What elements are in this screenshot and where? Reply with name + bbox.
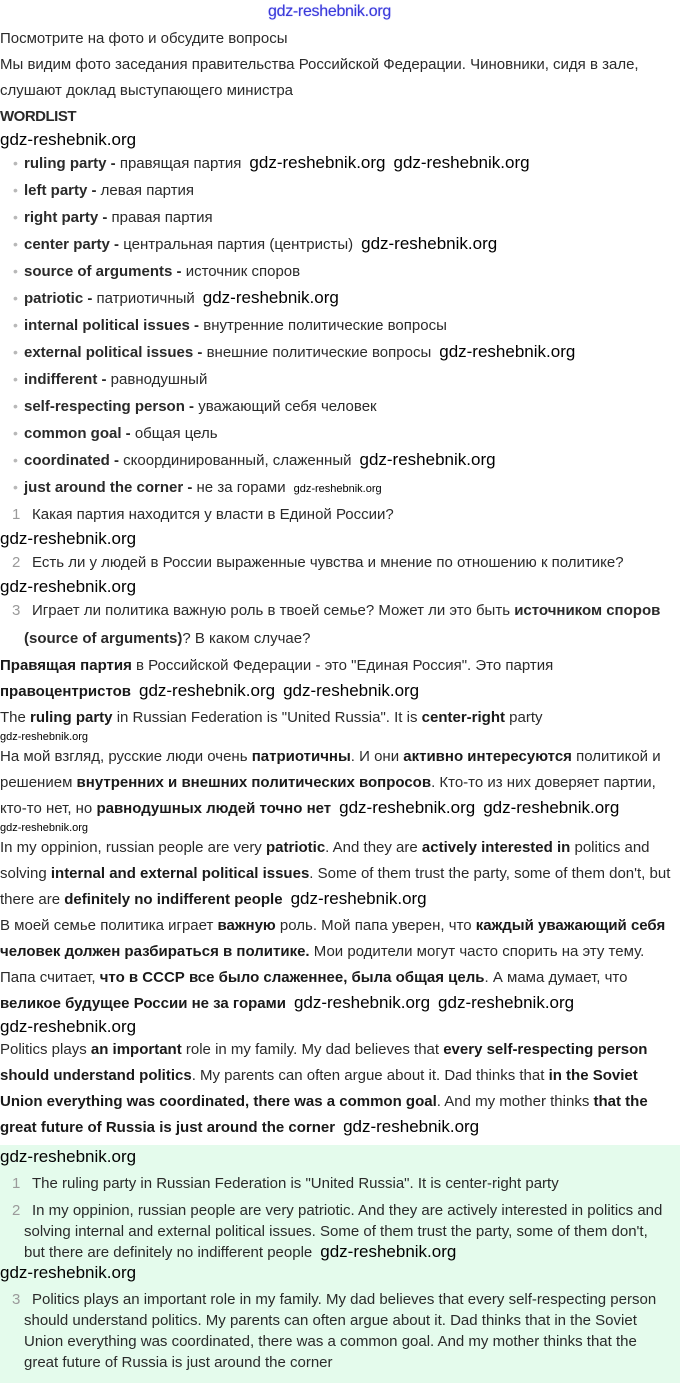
bullet-icon: • xyxy=(13,182,18,198)
watermark-text: gdz-reshebnik.org xyxy=(483,798,620,817)
text: in Russian Federation is "United Russia". It is xyxy=(112,709,422,726)
text: . И они xyxy=(350,748,404,765)
text: в Российской Федерации - это "Единая Россия". Это партия xyxy=(131,657,554,674)
watermark-text: gdz-reshebnik.org xyxy=(361,234,498,253)
bullet-icon: • xyxy=(13,371,18,387)
text: политикой и решением xyxy=(0,748,661,791)
bullet-icon: • xyxy=(13,263,18,279)
bold-text: in the Soviet Union everything was coordinated, there was a common goal xyxy=(0,1067,638,1110)
watermark-text: gdz-reshebnik.org xyxy=(0,1017,137,1036)
term: just around the corner - xyxy=(24,479,193,496)
term: common goal - xyxy=(24,425,131,442)
text: . My parents can often argue about it. Dad thinks that xyxy=(191,1067,549,1084)
bold-text: равнодушных людей точно нет xyxy=(96,800,332,817)
watermark-text: gdz-reshebnik.org xyxy=(138,681,276,700)
russian-paragraph xyxy=(0,653,676,705)
bold-text: definitely no indifferent people xyxy=(64,891,283,908)
translation: левая партия xyxy=(96,182,195,199)
text: В моей семье политика играет xyxy=(0,917,218,934)
translation: источник споров xyxy=(181,263,301,280)
wordlist-item xyxy=(0,474,676,501)
wordlist-item xyxy=(0,420,676,447)
content xyxy=(0,130,680,1383)
term: internal political issues - xyxy=(24,317,200,334)
text: Есть ли у людей в России выраженные чувства и мнение по отношению к политике? xyxy=(32,554,624,571)
text: party xyxy=(505,709,543,726)
watermark-text: gdz-reshebnik.org xyxy=(0,577,137,596)
watermark-text: gdz-reshebnik.org xyxy=(293,483,382,495)
question-item xyxy=(0,501,680,529)
bold-text: patriotic xyxy=(265,839,326,856)
russian-paragraph xyxy=(0,913,676,1017)
question-number: 1 xyxy=(12,506,21,523)
english-paragraph xyxy=(0,1037,676,1141)
question-text xyxy=(0,501,680,529)
question-text xyxy=(0,597,680,653)
bold-text: источником споров (source of arguments) xyxy=(24,602,661,647)
text: Играет ли политика важную роль в твоей семье? Может ли это быть xyxy=(32,602,515,619)
text: роль. Мой папа уверен, что xyxy=(275,917,476,934)
bullet-icon: • xyxy=(13,425,18,441)
term: ruling party - xyxy=(24,155,116,172)
bullet-icon: • xyxy=(13,398,18,414)
watermark-text: gdz-reshebnik.org xyxy=(0,822,89,834)
watermark-text: gdz-reshebnik.org xyxy=(320,1242,457,1261)
watermark-text: gdz-reshebnik.org xyxy=(0,1147,137,1166)
watermark-text: gdz-reshebnik.org xyxy=(339,798,476,817)
term: indifferent - xyxy=(24,371,107,388)
text: In my oppinion, russian people are very patriotic. And they are actively interested in politics and solving internal and external political issues. Some of them trust the party, some of them don't, but there are definitely no indifferent people xyxy=(24,1202,663,1261)
watermark-text: gdz-reshebnik.org xyxy=(393,153,530,172)
bullet-icon: • xyxy=(13,479,18,495)
bullet-icon: • xyxy=(13,317,18,333)
text: Какая партия находится у власти в Единой России? xyxy=(32,506,394,523)
wordlist-item xyxy=(0,258,676,285)
translation: не за горами xyxy=(192,479,286,496)
question-number: 2 xyxy=(12,554,21,571)
text: ? В каком случае? xyxy=(182,630,311,647)
term: center party - xyxy=(24,236,120,253)
question-number: 3 xyxy=(12,602,21,619)
text: Politics plays an important role in my family. My dad believes that every self-respecting person should understand politics. My parents can often argue about it. Dad thinks that in the Soviet Union everything was coordinated, there was a common goal. And my mother thinks that the great future of Russia is just around the corner xyxy=(24,1291,657,1371)
bold-text: an important xyxy=(90,1041,182,1058)
wordlist-item xyxy=(0,177,676,204)
term: self-respecting person - xyxy=(24,398,195,415)
text: Politics plays xyxy=(0,1041,91,1058)
bullet-icon: • xyxy=(13,209,18,225)
text: . А мама думает, что xyxy=(484,969,628,986)
wordlist-item xyxy=(0,150,676,177)
watermark-text: gdz-reshebnik.org xyxy=(293,993,431,1012)
answer-number: 3 xyxy=(12,1291,21,1308)
answers-box xyxy=(0,1145,680,1383)
text: . And they are xyxy=(325,839,422,856)
answer-item xyxy=(0,1200,670,1263)
watermark-text: gdz-reshebnik.org xyxy=(202,288,339,307)
bold-text: внутренних и внешних политических вопросов xyxy=(76,774,432,791)
photo-description: Мы видим фото заседания правительства Российской Федерации. Чиновники, сидя в зале, слушают доклад выступающего министра xyxy=(0,56,639,99)
wordlist-item xyxy=(0,285,676,312)
bold-text: каждый уважающий себя человек должен разбираться в политике. xyxy=(0,917,666,960)
bold-text: internal and external political issues xyxy=(50,865,310,882)
bold-text: actively interested in xyxy=(421,839,571,856)
term: coordinated - xyxy=(24,452,120,469)
answer-number: 2 xyxy=(12,1202,21,1219)
watermark-text: gdz-reshebnik.org xyxy=(0,1263,137,1282)
term: left party - xyxy=(24,182,97,199)
translation: внутренние политические вопросы xyxy=(199,317,447,334)
site-header-watermark[interactable]: gdz-reshebnik.org xyxy=(268,3,391,20)
answer-text xyxy=(0,1289,670,1373)
text: The xyxy=(0,709,31,726)
term: patriotic - xyxy=(24,290,93,307)
watermark-text: gdz-reshebnik.org xyxy=(343,1117,480,1136)
bullet-icon: • xyxy=(13,344,18,360)
bold-text: ruling party xyxy=(30,709,113,726)
translation: равнодушный xyxy=(106,371,208,388)
translation: уважающий себя человек xyxy=(194,398,377,415)
answer-number: 1 xyxy=(12,1175,21,1192)
question-text xyxy=(0,549,680,577)
question-item xyxy=(0,597,680,653)
translation: скоординированный, слаженный xyxy=(119,452,352,469)
answer-item xyxy=(0,1173,670,1194)
wordlist-item xyxy=(0,204,676,231)
text: На мой взгляд, русские люди очень xyxy=(0,748,252,765)
term: right party - xyxy=(24,209,108,226)
text: The ruling party in Russian Federation is "United Russia". It is center-right party xyxy=(32,1175,559,1192)
translation: патриотичный xyxy=(92,290,195,307)
wordlist-item xyxy=(0,231,676,258)
watermark-text: gdz-reshebnik.org xyxy=(283,681,420,700)
bullet-icon: • xyxy=(13,155,18,171)
bold-text: Правящая партия xyxy=(0,657,132,674)
bullet-icon: • xyxy=(13,290,18,306)
term: external political issues - xyxy=(24,344,203,361)
watermark-text: gdz-reshebnik.org xyxy=(0,130,137,149)
task-text: Посмотрите на фото и обсудите вопросы xyxy=(0,30,288,47)
translation: правая партия xyxy=(107,209,213,226)
text: . Кто-то из них доверяет партии, кто-то нет, но xyxy=(0,774,656,817)
bold-text: правоцентристов xyxy=(0,683,131,700)
answer-text xyxy=(0,1173,670,1194)
watermark-text: gdz-reshebnik.org xyxy=(290,889,427,908)
bold-text: center-right xyxy=(421,709,505,726)
translation: правящая партия xyxy=(115,155,242,172)
bullet-icon: • xyxy=(13,236,18,252)
answer-item xyxy=(0,1289,670,1373)
bold-text: every self-respecting person should understand politics xyxy=(0,1041,648,1084)
bold-text: патриотичны xyxy=(251,748,351,765)
watermark-text: gdz-reshebnik.org xyxy=(0,731,89,743)
question-item xyxy=(0,549,680,577)
translation: общая цель xyxy=(130,425,218,442)
text: In my oppinion, russian people are very xyxy=(0,839,266,856)
term: source of arguments - xyxy=(24,263,182,280)
watermark-text: gdz-reshebnik.org xyxy=(438,993,575,1012)
watermark-text: gdz-reshebnik.org xyxy=(359,450,496,469)
watermark-text: gdz-reshebnik.org xyxy=(439,342,576,361)
watermark-text: gdz-reshebnik.org xyxy=(249,153,386,172)
bold-text: что в СССР все было слаженнее, была общая цель xyxy=(99,969,485,986)
text: politics and solving xyxy=(0,839,650,882)
text: . Some of them trust the party, some of them don't, but there are xyxy=(0,865,671,908)
bold-text: великое будущее России не за горами xyxy=(0,995,286,1012)
english-paragraph xyxy=(0,705,676,731)
wordlist-title: WORDLIST xyxy=(0,108,76,125)
wordlist-item xyxy=(0,312,676,339)
bold-text: активно интересуются xyxy=(403,748,572,765)
bullet-icon: • xyxy=(13,452,18,468)
answer-text xyxy=(0,1200,670,1263)
wordlist-item xyxy=(0,339,676,366)
text: . And my mother thinks xyxy=(436,1093,594,1110)
text: Мои родители могут часто спорить на эту тему. Папа считает, xyxy=(0,943,645,986)
wordlist-item xyxy=(0,447,676,474)
watermark-text: gdz-reshebnik.org xyxy=(0,529,137,548)
wordlist-item xyxy=(0,366,676,393)
wordlist-item xyxy=(0,393,676,420)
translation: центральная партия (центристы) xyxy=(119,236,354,253)
translation: внешние политические вопросы xyxy=(202,344,432,361)
text: role in my family. My dad believes that xyxy=(181,1041,444,1058)
english-paragraph xyxy=(0,835,676,913)
russian-paragraph xyxy=(0,744,676,822)
bold-text: важную xyxy=(217,917,276,934)
bold-text: that the great future of Russia is just around the corner xyxy=(0,1093,648,1136)
